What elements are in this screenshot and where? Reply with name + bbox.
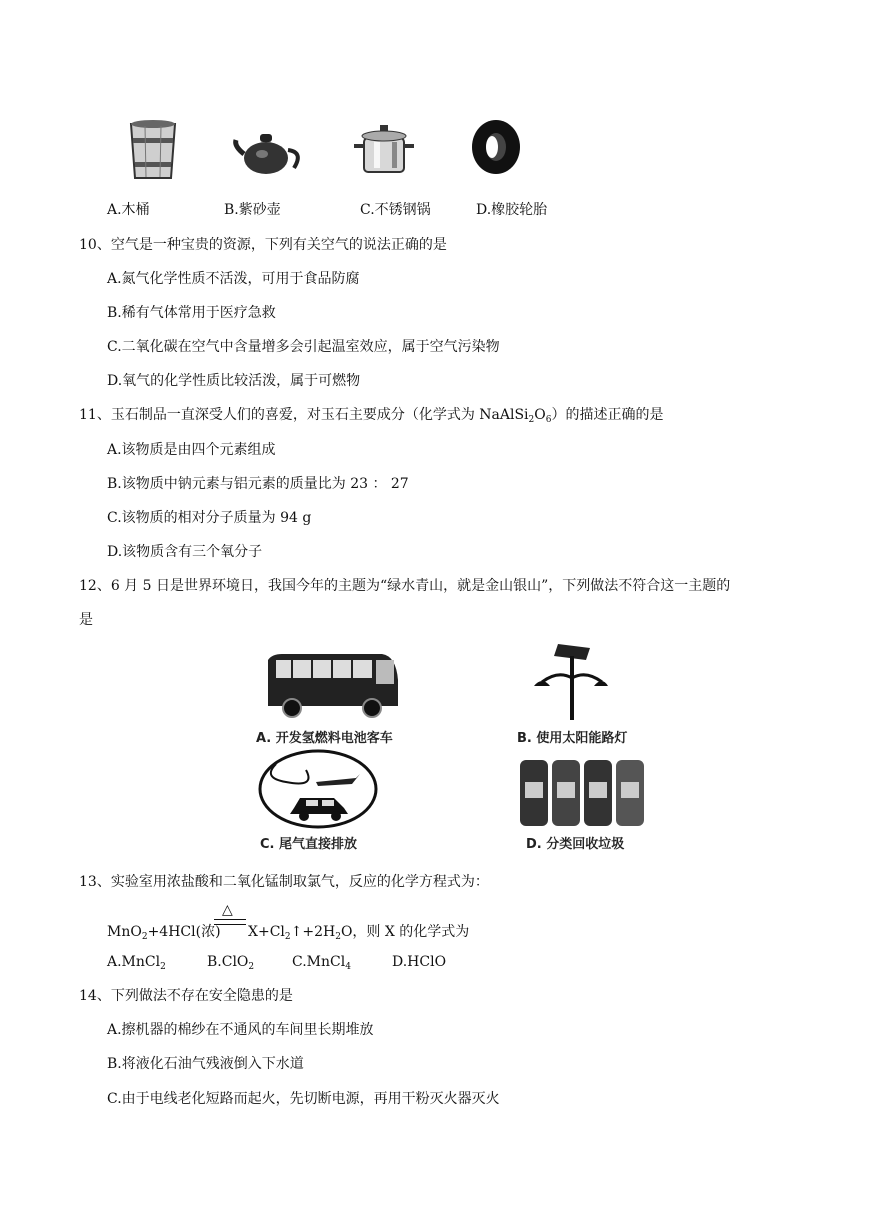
q10-option-a: A.氮气化学性质不活泼，可用于食品防腐 xyxy=(107,271,360,287)
q12-option-b-caption: B. 使用太阳能路灯 xyxy=(517,731,628,746)
q10-option-b: B.稀有气体常用于医疗急救 xyxy=(107,305,276,321)
q10-option-d: D.氧气的化学性质比较活泼，属于可燃物 xyxy=(107,373,361,389)
q14-stem: 14、下列做法不存在安全隐患的是 xyxy=(79,988,293,1004)
solar-streetlamp-image xyxy=(528,642,608,722)
q13-equation-lhs: MnO$_2$+4HCl(浓) xyxy=(107,924,221,942)
rubber-tire-image xyxy=(468,118,524,176)
q11-option-c: C.该物质的相对分子质量为 94 g xyxy=(107,510,312,526)
q12-option-c-caption: C. 尾气直接排放 xyxy=(260,837,358,852)
q14-option-a: A.擦机器的棉纱在不通风的车间里长期堆放 xyxy=(107,1022,374,1038)
q11-option-d: D.该物质含有三个氧分子 xyxy=(107,544,263,560)
option-d-rubber-tire: D.橡胶轮胎 xyxy=(476,202,548,218)
option-b-clay-teapot: B.紫砂壶 xyxy=(224,202,281,218)
q13-equation-rhs: $X+Cl_2↑+2H_2O$，则 X 的化学式为 xyxy=(248,924,470,942)
q12-stem-continued: 是 xyxy=(79,612,93,628)
hydrogen-bus-image xyxy=(262,650,402,720)
option-c-stainless-pot: C.不锈钢锅 xyxy=(360,202,431,218)
q13-option-c: C.MnCl$_4$ xyxy=(292,954,351,972)
q10-stem: 10、空气是一种宝贵的资源，下列有关空气的说法正确的是 xyxy=(79,237,447,253)
exhaust-emission-image xyxy=(256,748,380,830)
q11-option-b: B.该物质中钠元素与铝元素的质量比为 23 ： 27 xyxy=(107,476,409,492)
q13-option-b: B.ClO$_2$ xyxy=(207,954,255,972)
wooden-bucket-image xyxy=(125,118,181,182)
q13-equals-bar-top xyxy=(214,919,246,920)
q12-option-a-caption: A. 开发氢燃料电池客车 xyxy=(256,731,393,746)
q12-stem: 12、6 月 5 日是世界环境日，我国今年的主题为“绿水青山，就是金山银山”，下列做法不符合这一主题的 xyxy=(79,578,731,594)
q11-option-a: A.该物质是由四个元素组成 xyxy=(107,442,276,458)
q12-option-d-caption: D. 分类回收垃圾 xyxy=(526,837,625,852)
q13-heat-symbol: △ xyxy=(222,902,233,918)
option-a-wooden-bucket: A.木桶 xyxy=(107,202,150,218)
clay-teapot-image xyxy=(232,126,304,178)
recycling-bins-image xyxy=(520,754,648,828)
q14-option-c: C.由于电线老化短路而起火，先切断电源，再用干粉灭火器灭火 xyxy=(107,1091,500,1107)
q14-option-b: B.将液化石油气残液倒入下水道 xyxy=(107,1056,304,1072)
q13-option-a: A.MnCl$_2$ xyxy=(107,954,166,972)
q10-option-c: C.二氧化碳在空气中含量增多会引起温室效应，属于空气污染物 xyxy=(107,339,500,355)
q11-stem: 11、玉石制品一直深受人们的喜爱，对玉石主要成分（化学式为 $NaAlSi_2O_6$）的描述正确的是 xyxy=(79,407,664,425)
stainless-pot-image xyxy=(352,122,416,178)
q13-stem: 13、实验室用浓盐酸和二氧化锰制取氯气，反应的化学方程式为： xyxy=(79,874,489,890)
q13-option-d: D.HClO xyxy=(392,954,447,970)
